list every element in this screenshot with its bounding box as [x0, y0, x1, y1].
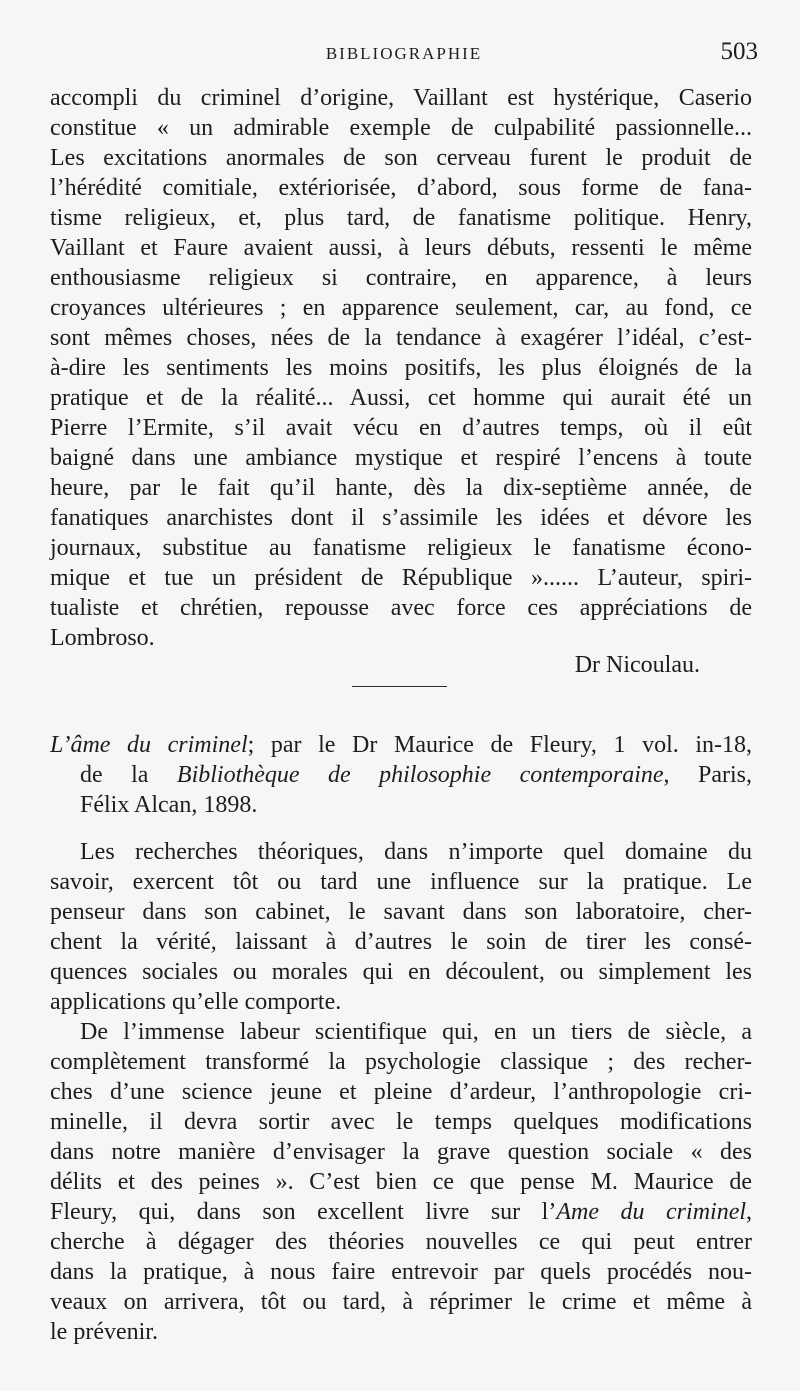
text-line: accompli du criminel d’origine, Vaillant est hystérique, Caserio: [50, 85, 752, 111]
book-publisher: Félix Alcan, 1898.: [80, 792, 258, 818]
book-title-ref: Ame du criminel: [556, 1199, 747, 1225]
text-line: fanatiques anarchistes dont il s’assimile les idées et dévore les: [50, 505, 752, 531]
text-line: constitue « un admirable exemple de culpabilité passionnelle...: [50, 115, 752, 141]
text-line: Vaillant et Faure avaient aussi, à leurs débuts, ressenti le même: [50, 235, 752, 261]
text-line: Lombroso.: [50, 625, 155, 651]
text-line: tisme religieux, et, plus tard, de fanatisme politique. Henry,: [50, 205, 752, 231]
text-line: délits et des peines ». C’est bien ce que pense M. Maurice de: [50, 1169, 752, 1195]
text-run: ,: [746, 1199, 753, 1225]
text-line: chent la vérité, laissant à d’autres le soin de tirer les consé-: [50, 929, 752, 955]
text-line: De l’immense labeur scientifique qui, en un tiers de siècle, a: [80, 1019, 752, 1045]
text-line: le prévenir.: [50, 1319, 158, 1345]
text-line: à-dire les sentiments les moins positifs, les plus éloignés de la: [50, 355, 752, 381]
text-line: minelle, il devra sortir avec le temps quelques modifications: [50, 1109, 752, 1135]
text-line: Pierre l’Ermite, s’il avait vécu en d’autres temps, où il eût: [50, 415, 752, 441]
text-line: pratique et de la réalité... Aussi, cet homme qui aurait été un: [50, 385, 752, 411]
text-line: cherche à dégager des théories nouvelles ce qui peut entrer: [50, 1229, 752, 1255]
text-line: l’hérédité comitiale, extériorisée, d’abord, sous forme de fana-: [50, 175, 752, 201]
text-line: dans notre manière d’envisager la grave question sociale « des: [50, 1139, 752, 1165]
text-line: heure, par le fait qu’il hante, dès la dix-septième année, de: [50, 475, 752, 501]
book-entry-line: [50, 730, 752, 760]
book-series: Bibliothèque de philosophie contemporaine: [176, 762, 664, 788]
text-line: quences sociales ou morales qui en découlent, ou simplement les: [50, 959, 752, 985]
running-title: BIBLIOGRAPHIE: [325, 44, 483, 63]
section-divider: [352, 686, 447, 687]
text-line: sont mêmes choses, nées de la tendance à exagérer l’idéal, c’est-: [50, 325, 752, 351]
text-line: penseur dans son cabinet, le savant dans son laboratoire, cher-: [50, 899, 752, 925]
text-line: enthousiasme religieux si contraire, en apparence, à leurs: [50, 265, 752, 291]
text-line: mique et tue un président de République »...... L’auteur, spiri-: [50, 565, 752, 591]
text-line: applications qu’elle comporte.: [50, 989, 342, 1015]
text-line: baigné dans une ambiance mystique et respiré l’encens à toute: [50, 445, 752, 471]
text-line: tualiste et chrétien, repousse avec force ces appréciations de: [50, 595, 752, 621]
book-entry-text: , Paris,: [663, 762, 753, 788]
text-line: ches d’une science jeune et pleine d’ardeur, l’anthropologie cri-: [50, 1079, 752, 1105]
review-signature: Dr Nicoulau.: [574, 652, 700, 678]
text-line: savoir, exercent tôt ou tard une influence sur la pratique. Le: [50, 869, 752, 895]
text-line: Les excitations anormales de son cerveau furent le produit de: [50, 145, 752, 171]
book-entry-text: ; par le Dr Maurice de Fleury, 1 vol. in-18,: [247, 732, 753, 758]
page-number: 503: [720, 38, 758, 65]
running-head: [50, 40, 758, 70]
text-line: croyances ultérieures ; en apparence seulement, car, au fond, ce: [50, 295, 752, 321]
text-line: dans la pratique, à nous faire entrevoir par quels procédés nou-: [50, 1259, 752, 1285]
text-line: [50, 1197, 752, 1227]
text-run: Fleury, qui, dans son excellent livre sur l’: [50, 1199, 557, 1225]
text-line: complètement transformé la psychologie classique ; des recher-: [50, 1049, 752, 1075]
book-entry-text: de la: [80, 762, 177, 788]
text-line: Les recherches théoriques, dans n’importe quel domaine du: [80, 839, 752, 865]
text-line: veaux on arrivera, tôt ou tard, à réprimer le crime et même à: [50, 1289, 752, 1315]
book-entry-line: [80, 760, 752, 790]
book-title: L’âme du criminel: [50, 732, 248, 758]
text-line: journaux, substitue au fanatisme religieux le fanatisme écono-: [50, 535, 752, 561]
